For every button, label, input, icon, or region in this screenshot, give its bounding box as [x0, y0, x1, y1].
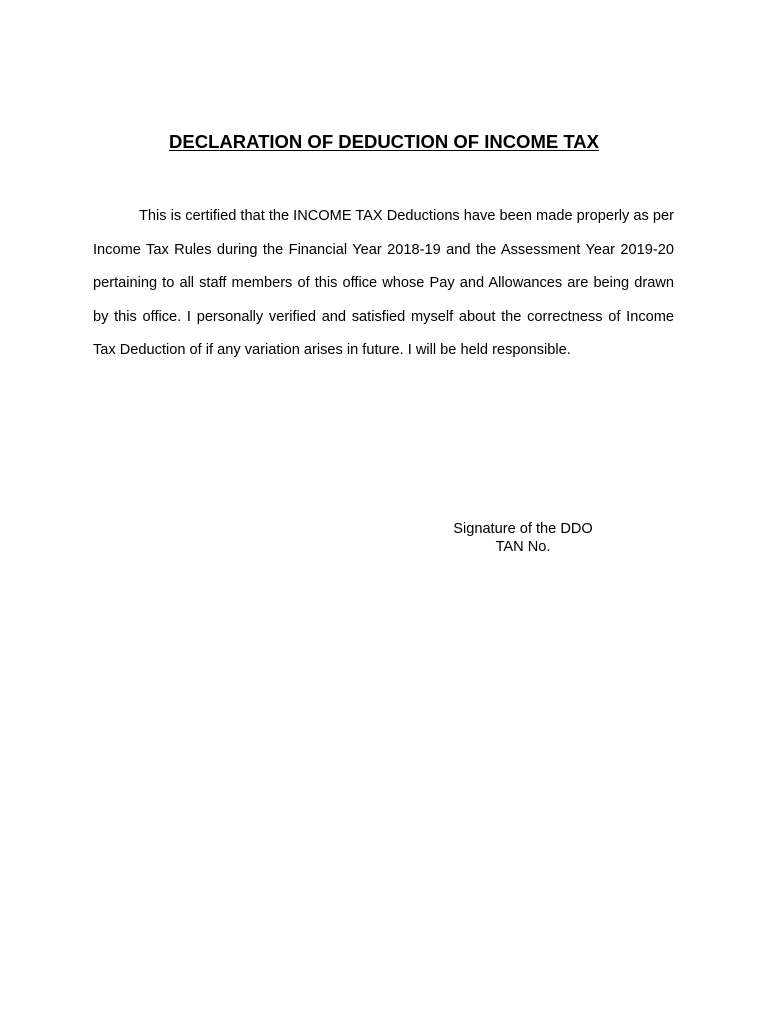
signature-block — [418, 520, 628, 556]
declaration-body: This is certified that the INCOME TAX Deductions have been made properly as per Income Tax Rules during the Financial Year 2018-19 and the Assessment Year 2019-20 pertaining to all staff members of this office whose Pay and Allowances are being drawn by this office. I personally verified and satisfied myself about the correctness of Income Tax Deduction of if any variation arises in future. I will be held responsible. — [93, 208, 674, 359]
document-title: DECLARATION OF DEDUCTION OF INCOME TAX — [169, 131, 599, 152]
tan-label: TAN No. — [495, 539, 551, 555]
signature-label: Signature of the DDO — [453, 521, 593, 537]
